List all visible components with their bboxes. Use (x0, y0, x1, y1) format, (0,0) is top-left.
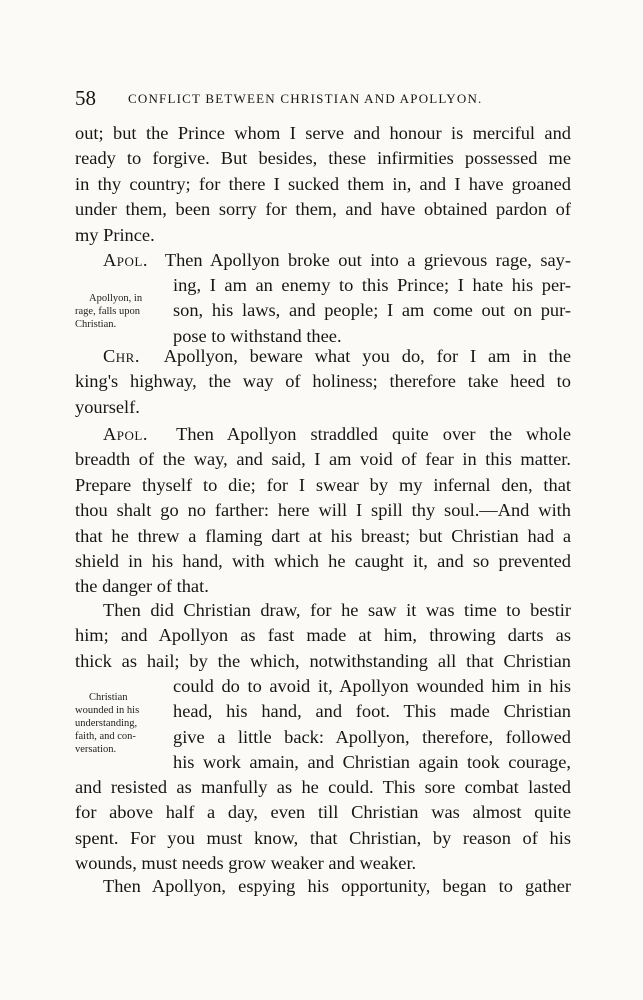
text-line: spent. For you must know, that Christian, by reason of his (75, 827, 571, 848)
text-line: my Prince. (75, 224, 155, 245)
text-line: out; but the Prince whom I serve and honour is merciful and (75, 123, 571, 143)
text-line: thick as hail; by the which, notwithstanding all that Christian (75, 650, 571, 671)
page-header (75, 86, 545, 110)
paragraph-1 (75, 121, 571, 248)
speaker-label: Apol. (103, 424, 148, 444)
note-line: rage, falls upon (75, 306, 141, 317)
note-line: faith, and con- (75, 731, 136, 742)
paragraph-5-end (75, 775, 571, 877)
text-line: Prepare thyself to die; for I swear by my infernal den, that (75, 474, 571, 495)
text-line (75, 422, 571, 447)
text-span: Apollyon, beware what you do, for I am in the (163, 346, 571, 366)
paragraph-5 (75, 598, 571, 674)
note-line: versation. (75, 744, 117, 755)
text-line: Then did Christian draw, for he saw it was time to bestir (103, 600, 571, 620)
text-span: Then Apollyon broke out into a grievous rage, say- (164, 250, 571, 270)
text-line: could do to avoid it, Apollyon wounded him in his (173, 676, 571, 696)
note-line: Christian. (75, 319, 117, 330)
note-line: understanding, (75, 718, 138, 729)
text-line: shield in his hand, with which he caught it, and so prevented (75, 551, 571, 572)
text-line: breadth of the way, and said, I am void of fear in this matter. (75, 449, 571, 470)
text-line: in thy country; for there I sucked them in, and I have groaned (75, 173, 571, 194)
paragraph-6 (75, 874, 571, 899)
note-line: wounded in his (75, 705, 140, 716)
running-head: CONFLICT BETWEEN CHRISTIAN AND APOLLYON. (128, 91, 483, 106)
paragraph-4 (75, 422, 571, 600)
text-line: give a little back: Apollyon, therefore, followed (173, 726, 571, 747)
paragraph-2-cont (173, 273, 571, 349)
paragraph-3 (75, 344, 571, 420)
margin-note-1 (75, 292, 167, 331)
text-line: his work amain, and Christian again took courage, (173, 752, 571, 773)
margin-note-2 (75, 691, 167, 756)
text-line: wounds, must needs grow weaker and weaker. (75, 853, 417, 874)
text-line: pose to withstand thee. (173, 325, 342, 346)
text-line: that he threw a flaming dart at his breast; but Christian had a (75, 525, 571, 546)
text-line: under them, been sorry for them, and have obtained pardon of (75, 199, 571, 220)
speaker-label: Chr. (103, 346, 140, 366)
text-line: king's highway, the way of holiness; therefore take heed to (75, 371, 571, 392)
text-line (75, 344, 571, 369)
text-line: yourself. (75, 396, 140, 417)
text-line: ing, I am an enemy to this Prince; I hate his per- (173, 275, 571, 295)
text-line (75, 248, 571, 273)
text-span: Then Apollyon straddled quite over the whole (176, 424, 572, 444)
paragraph-2 (75, 248, 571, 273)
text-line: head, his hand, and foot. This made Christian (173, 701, 571, 722)
speaker-label: Apol. (103, 250, 148, 270)
text-line: thou shalt go no farther: here will I spill thy soul.—And with (75, 500, 571, 521)
text-line: ready to forgive. But besides, these infirmities possessed me (75, 148, 571, 169)
paragraph-5-inset (173, 674, 571, 776)
text-line: him; and Apollyon as fast made at him, throwing darts as (75, 625, 571, 646)
text-line: Then Apollyon, espying his opportunity, began to gather (103, 876, 571, 896)
text-line: for above half a day, even till Christian was almost quite (75, 802, 571, 823)
text-line: son, his laws, and people; I am come out on pur- (173, 300, 571, 321)
note-line: Apollyon, in (89, 293, 143, 304)
page-number: 58 (75, 86, 96, 110)
text-line: the danger of that. (75, 576, 209, 597)
note-line: Christian (89, 692, 128, 703)
text-line: and resisted as manfully as he could. This sore combat lasted (75, 777, 571, 797)
